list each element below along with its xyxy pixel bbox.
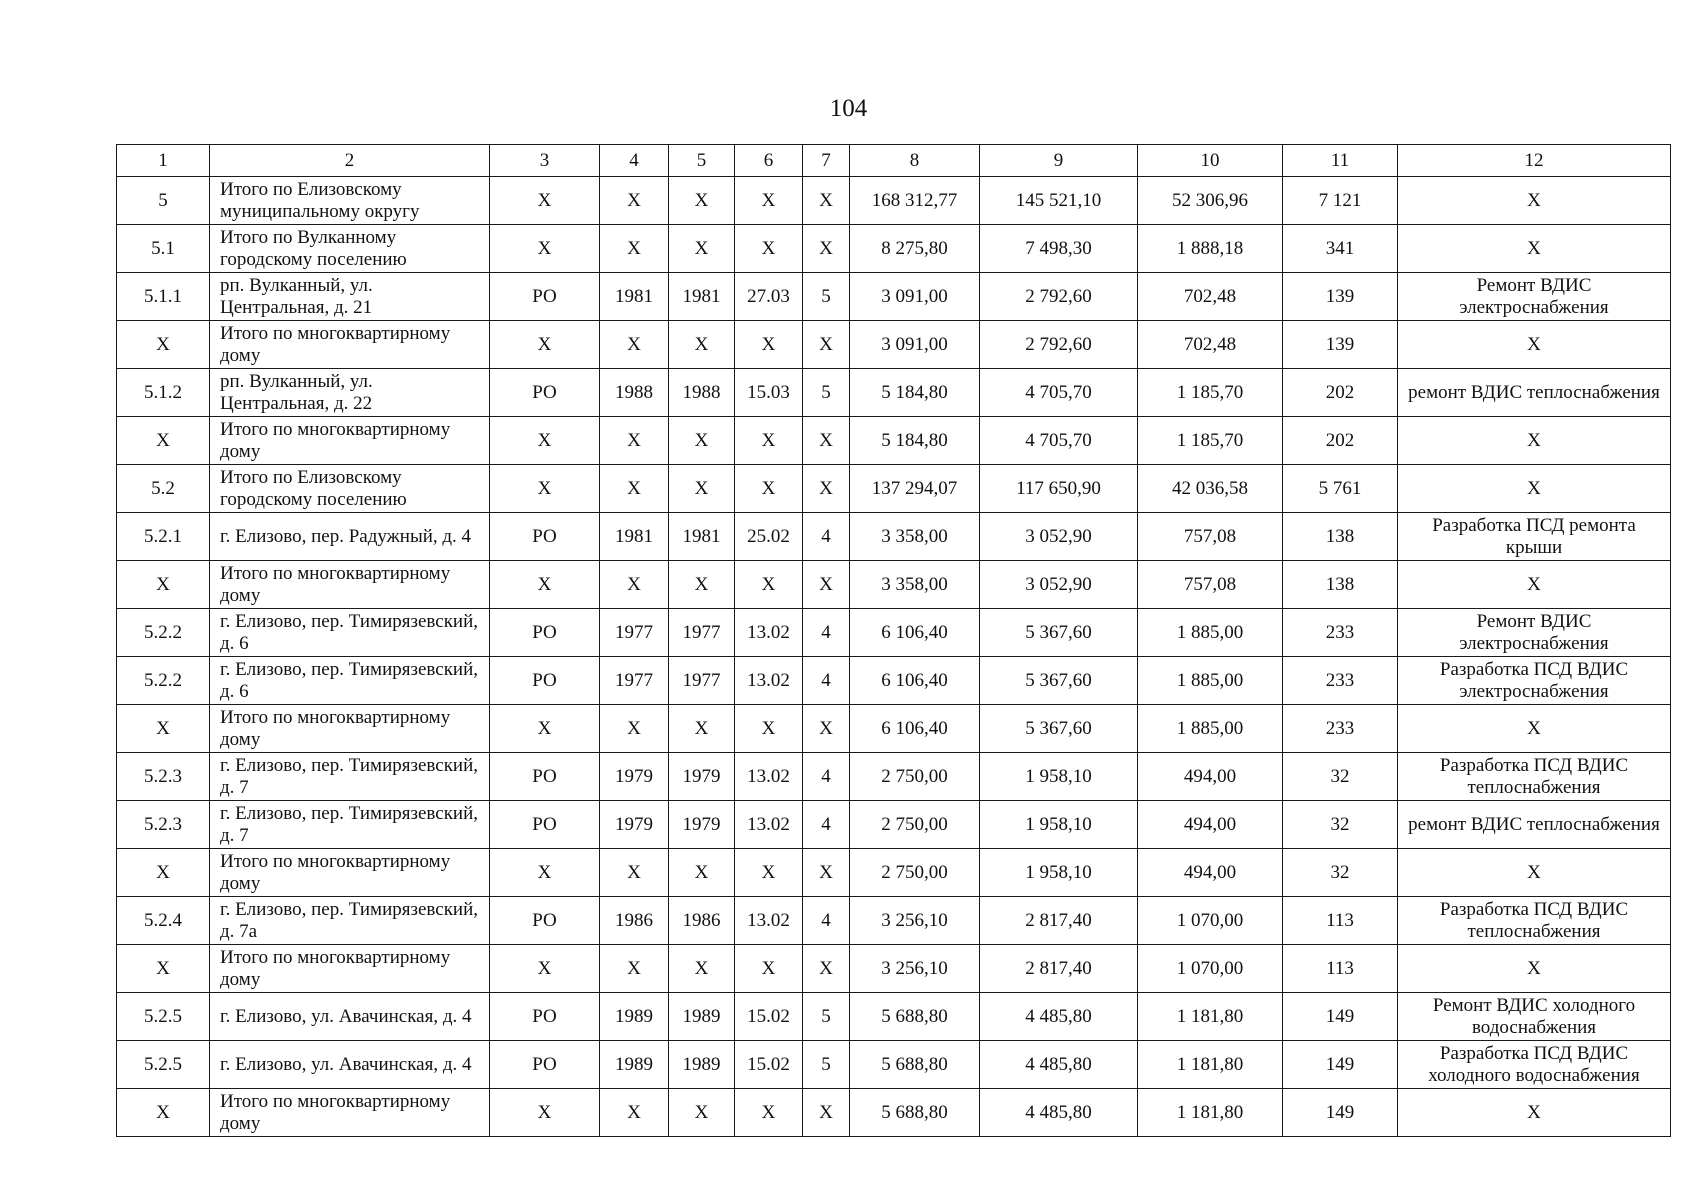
address-cell: г. Елизово, ул. Авачинская, д. 4 [210, 993, 490, 1041]
living-area-cell: 4 485,80 [980, 993, 1138, 1041]
wall-material-cell: Х [735, 417, 803, 465]
program-cell: Х [490, 945, 600, 993]
address-cell: Итого по многоквартирному дому [210, 849, 490, 897]
residents-cell: 138 [1283, 513, 1398, 561]
nonresidential-area-cell: 1 885,00 [1138, 657, 1283, 705]
build-year-cell: 1979 [600, 801, 669, 849]
total-area-cell: 8 275,80 [850, 225, 980, 273]
nonresidential-area-cell: 52 306,96 [1138, 177, 1283, 225]
commission-year-cell: Х [669, 561, 735, 609]
row-number-cell: 5.2.2 [117, 657, 210, 705]
row-number-cell: 5.2 [117, 465, 210, 513]
total-area-cell: 6 106,40 [850, 609, 980, 657]
build-year-cell: 1977 [600, 657, 669, 705]
nonresidential-area-cell: 494,00 [1138, 801, 1283, 849]
column-number-row [117, 145, 1671, 177]
total-area-cell: 5 688,80 [850, 1041, 980, 1089]
nonresidential-area-cell: 757,08 [1138, 561, 1283, 609]
row-number-cell: Х [117, 945, 210, 993]
nonresidential-area-cell: 702,48 [1138, 273, 1283, 321]
commission-year-cell: Х [669, 849, 735, 897]
commission-year-cell: Х [669, 1089, 735, 1137]
floors-cell: Х [803, 465, 850, 513]
program-cell: Х [490, 705, 600, 753]
wall-material-cell: Х [735, 561, 803, 609]
wall-material-cell: 15.02 [735, 993, 803, 1041]
row-number-cell: Х [117, 705, 210, 753]
total-area-cell: 137 294,07 [850, 465, 980, 513]
residents-cell: 32 [1283, 801, 1398, 849]
residents-cell: 7 121 [1283, 177, 1398, 225]
residents-cell: 139 [1283, 321, 1398, 369]
floors-cell: Х [803, 705, 850, 753]
table-row [117, 1041, 1671, 1089]
row-number-cell: Х [117, 561, 210, 609]
program-cell: РО [490, 993, 600, 1041]
living-area-cell: 7 498,30 [980, 225, 1138, 273]
build-year-cell: 1979 [600, 753, 669, 801]
residents-cell: 149 [1283, 993, 1398, 1041]
residents-cell: 113 [1283, 897, 1398, 945]
address-cell: Итого по Елизовскому муниципальному округу [210, 177, 490, 225]
work-type-cell: Х [1398, 945, 1671, 993]
wall-material-cell: 15.02 [735, 1041, 803, 1089]
commission-year-cell: 1981 [669, 273, 735, 321]
table-row [117, 369, 1671, 417]
commission-year-cell: Х [669, 321, 735, 369]
build-year-cell: Х [600, 705, 669, 753]
program-cell: РО [490, 1041, 600, 1089]
work-type-cell: Х [1398, 1089, 1671, 1137]
work-type-cell: Х [1398, 561, 1671, 609]
living-area-cell: 1 958,10 [980, 801, 1138, 849]
work-type-cell: Ремонт ВДИС электроснабжения [1398, 609, 1671, 657]
residents-cell: 139 [1283, 273, 1398, 321]
column-number-cell: 5 [669, 145, 735, 177]
build-year-cell: Х [600, 849, 669, 897]
wall-material-cell: Х [735, 1089, 803, 1137]
floors-cell: Х [803, 177, 850, 225]
living-area-cell: 117 650,90 [980, 465, 1138, 513]
nonresidential-area-cell: 1 181,80 [1138, 993, 1283, 1041]
address-cell: Итого по многоквартирному дому [210, 321, 490, 369]
work-type-cell: Разработка ПСД ВДИС холодного водоснабжения [1398, 1041, 1671, 1089]
address-cell: г. Елизово, пер. Радужный, д. 4 [210, 513, 490, 561]
row-number-cell: 5.2.5 [117, 1041, 210, 1089]
living-area-cell: 4 705,70 [980, 369, 1138, 417]
address-cell: рп. Вулканный, ул. Центральная, д. 22 [210, 369, 490, 417]
floors-cell: 4 [803, 657, 850, 705]
table-row [117, 657, 1671, 705]
table-row [117, 225, 1671, 273]
total-area-cell: 3 358,00 [850, 513, 980, 561]
living-area-cell: 1 958,10 [980, 753, 1138, 801]
row-number-cell: Х [117, 417, 210, 465]
total-area-cell: 3 091,00 [850, 273, 980, 321]
floors-cell: 4 [803, 513, 850, 561]
address-cell: г. Елизово, пер. Тимирязевский, д. 6 [210, 609, 490, 657]
commission-year-cell: 1989 [669, 993, 735, 1041]
work-type-cell: Х [1398, 177, 1671, 225]
row-number-cell: Х [117, 849, 210, 897]
commission-year-cell: Х [669, 225, 735, 273]
work-type-cell: Х [1398, 417, 1671, 465]
work-type-cell: Ремонт ВДИС электроснабжения [1398, 273, 1671, 321]
column-number-cell: 6 [735, 145, 803, 177]
row-number-cell: Х [117, 1089, 210, 1137]
living-area-cell: 4 485,80 [980, 1089, 1138, 1137]
living-area-cell: 2 792,60 [980, 321, 1138, 369]
total-area-cell: 3 256,10 [850, 897, 980, 945]
address-cell: рп. Вулканный, ул. Центральная, д. 21 [210, 273, 490, 321]
wall-material-cell: 13.02 [735, 897, 803, 945]
total-area-cell: 2 750,00 [850, 849, 980, 897]
address-cell: Итого по многоквартирному дому [210, 1089, 490, 1137]
column-number-cell: 8 [850, 145, 980, 177]
total-area-cell: 2 750,00 [850, 801, 980, 849]
commission-year-cell: Х [669, 177, 735, 225]
residents-cell: 138 [1283, 561, 1398, 609]
living-area-cell: 1 958,10 [980, 849, 1138, 897]
program-cell: РО [490, 609, 600, 657]
total-area-cell: 3 256,10 [850, 945, 980, 993]
commission-year-cell: 1979 [669, 801, 735, 849]
table-row [117, 465, 1671, 513]
work-type-cell: Х [1398, 849, 1671, 897]
program-cell: РО [490, 801, 600, 849]
work-type-cell: Разработка ПСД ВДИС теплоснабжения [1398, 753, 1671, 801]
nonresidential-area-cell: 1 185,70 [1138, 369, 1283, 417]
total-area-cell: 3 358,00 [850, 561, 980, 609]
wall-material-cell: Х [735, 465, 803, 513]
address-cell: г. Елизово, пер. Тимирязевский, д. 6 [210, 657, 490, 705]
column-number-cell: 11 [1283, 145, 1398, 177]
wall-material-cell: 13.02 [735, 609, 803, 657]
row-number-cell: 5.2.3 [117, 801, 210, 849]
table-row [117, 561, 1671, 609]
column-number-cell: 1 [117, 145, 210, 177]
address-cell: Итого по Елизовскому городскому поселению [210, 465, 490, 513]
nonresidential-area-cell: 1 181,80 [1138, 1089, 1283, 1137]
build-year-cell: 1977 [600, 609, 669, 657]
nonresidential-area-cell: 757,08 [1138, 513, 1283, 561]
column-number-cell: 2 [210, 145, 490, 177]
program-cell: Х [490, 561, 600, 609]
row-number-cell: 5.2.5 [117, 993, 210, 1041]
table-row [117, 513, 1671, 561]
floors-cell: 5 [803, 1041, 850, 1089]
residents-cell: 202 [1283, 417, 1398, 465]
floors-cell: 4 [803, 897, 850, 945]
table-row [117, 945, 1671, 993]
table-row [117, 177, 1671, 225]
nonresidential-area-cell: 1 070,00 [1138, 897, 1283, 945]
page-number: 104 [829, 95, 868, 122]
wall-material-cell: Х [735, 705, 803, 753]
total-area-cell: 6 106,40 [850, 657, 980, 705]
living-area-cell: 3 052,90 [980, 513, 1138, 561]
row-number-cell: 5.1.1 [117, 273, 210, 321]
nonresidential-area-cell: 702,48 [1138, 321, 1283, 369]
floors-cell: Х [803, 945, 850, 993]
floors-cell: Х [803, 561, 850, 609]
work-type-cell: Ремонт ВДИС холодного водоснабжения [1398, 993, 1671, 1041]
total-area-cell: 168 312,77 [850, 177, 980, 225]
column-number-cell: 10 [1138, 145, 1283, 177]
work-type-cell: ремонт ВДИС теплоснабжения [1398, 369, 1671, 417]
build-year-cell: Х [600, 1089, 669, 1137]
residents-cell: 233 [1283, 657, 1398, 705]
wall-material-cell: 13.02 [735, 753, 803, 801]
work-type-cell: Х [1398, 465, 1671, 513]
address-cell: г. Елизово, пер. Тимирязевский, д. 7а [210, 897, 490, 945]
nonresidential-area-cell: 1 888,18 [1138, 225, 1283, 273]
build-year-cell: 1988 [600, 369, 669, 417]
build-year-cell: Х [600, 321, 669, 369]
wall-material-cell: 13.02 [735, 657, 803, 705]
build-year-cell: 1986 [600, 897, 669, 945]
column-number-cell: 9 [980, 145, 1138, 177]
wall-material-cell: 27.03 [735, 273, 803, 321]
floors-cell: 5 [803, 273, 850, 321]
address-cell: г. Елизово, пер. Тимирязевский, д. 7 [210, 753, 490, 801]
floors-cell: 5 [803, 993, 850, 1041]
nonresidential-area-cell: 1 185,70 [1138, 417, 1283, 465]
living-area-cell: 5 367,60 [980, 657, 1138, 705]
nonresidential-area-cell: 1 181,80 [1138, 1041, 1283, 1089]
capital-repair-table [116, 144, 1671, 1137]
residents-cell: 233 [1283, 609, 1398, 657]
total-area-cell: 5 688,80 [850, 1089, 980, 1137]
table-row [117, 417, 1671, 465]
floors-cell: 4 [803, 753, 850, 801]
work-type-cell: Разработка ПСД ремонта крыши [1398, 513, 1671, 561]
commission-year-cell: 1989 [669, 1041, 735, 1089]
commission-year-cell: 1977 [669, 657, 735, 705]
commission-year-cell: Х [669, 705, 735, 753]
living-area-cell: 4 485,80 [980, 1041, 1138, 1089]
total-area-cell: 6 106,40 [850, 705, 980, 753]
residents-cell: 113 [1283, 945, 1398, 993]
residents-cell: 5 761 [1283, 465, 1398, 513]
commission-year-cell: Х [669, 945, 735, 993]
program-cell: РО [490, 897, 600, 945]
commission-year-cell: 1986 [669, 897, 735, 945]
commission-year-cell: 1988 [669, 369, 735, 417]
work-type-cell: Х [1398, 705, 1671, 753]
commission-year-cell: 1981 [669, 513, 735, 561]
row-number-cell: 5.2.3 [117, 753, 210, 801]
wall-material-cell: Х [735, 849, 803, 897]
build-year-cell: Х [600, 561, 669, 609]
wall-material-cell: 15.03 [735, 369, 803, 417]
program-cell: РО [490, 273, 600, 321]
residents-cell: 149 [1283, 1041, 1398, 1089]
commission-year-cell: 1979 [669, 753, 735, 801]
address-cell: г. Елизово, пер. Тимирязевский, д. 7 [210, 801, 490, 849]
table-row [117, 273, 1671, 321]
column-number-cell: 3 [490, 145, 600, 177]
row-number-cell: 5.2.2 [117, 609, 210, 657]
table-row [117, 321, 1671, 369]
total-area-cell: 3 091,00 [850, 321, 980, 369]
program-cell: Х [490, 1089, 600, 1137]
residents-cell: 202 [1283, 369, 1398, 417]
address-cell: Итого по многоквартирному дому [210, 561, 490, 609]
residents-cell: 233 [1283, 705, 1398, 753]
wall-material-cell: Х [735, 321, 803, 369]
commission-year-cell: Х [669, 465, 735, 513]
living-area-cell: 145 521,10 [980, 177, 1138, 225]
floors-cell: Х [803, 321, 850, 369]
total-area-cell: 5 184,80 [850, 417, 980, 465]
floors-cell: Х [803, 1089, 850, 1137]
build-year-cell: Х [600, 945, 669, 993]
living-area-cell: 5 367,60 [980, 609, 1138, 657]
living-area-cell: 2 817,40 [980, 945, 1138, 993]
program-cell: Х [490, 177, 600, 225]
floors-cell: Х [803, 225, 850, 273]
address-cell: Итого по Вулканному городскому поселению [210, 225, 490, 273]
commission-year-cell: Х [669, 417, 735, 465]
floors-cell: 4 [803, 801, 850, 849]
living-area-cell: 4 705,70 [980, 417, 1138, 465]
work-type-cell: Разработка ПСД ВДИС электроснабжения [1398, 657, 1671, 705]
commission-year-cell: 1977 [669, 609, 735, 657]
wall-material-cell: 13.02 [735, 801, 803, 849]
column-number-cell: 12 [1398, 145, 1671, 177]
nonresidential-area-cell: 1 070,00 [1138, 945, 1283, 993]
work-type-cell: Разработка ПСД ВДИС теплоснабжения [1398, 897, 1671, 945]
table-row [117, 849, 1671, 897]
build-year-cell: 1981 [600, 513, 669, 561]
residents-cell: 32 [1283, 753, 1398, 801]
living-area-cell: 3 052,90 [980, 561, 1138, 609]
row-number-cell: Х [117, 321, 210, 369]
living-area-cell: 2 817,40 [980, 897, 1138, 945]
build-year-cell: Х [600, 225, 669, 273]
table-row [117, 1089, 1671, 1137]
living-area-cell: 5 367,60 [980, 705, 1138, 753]
program-cell: Х [490, 465, 600, 513]
total-area-cell: 5 184,80 [850, 369, 980, 417]
table-row [117, 993, 1671, 1041]
program-cell: РО [490, 753, 600, 801]
program-cell: РО [490, 513, 600, 561]
nonresidential-area-cell: 1 885,00 [1138, 705, 1283, 753]
residents-cell: 32 [1283, 849, 1398, 897]
living-area-cell: 2 792,60 [980, 273, 1138, 321]
build-year-cell: 1989 [600, 1041, 669, 1089]
wall-material-cell: Х [735, 945, 803, 993]
row-number-cell: 5.1.2 [117, 369, 210, 417]
table-row [117, 609, 1671, 657]
table-row [117, 801, 1671, 849]
row-number-cell: 5.1 [117, 225, 210, 273]
floors-cell: 5 [803, 369, 850, 417]
floors-cell: Х [803, 417, 850, 465]
program-cell: РО [490, 657, 600, 705]
table-row [117, 705, 1671, 753]
nonresidential-area-cell: 494,00 [1138, 753, 1283, 801]
program-cell: Х [490, 225, 600, 273]
work-type-cell: Х [1398, 321, 1671, 369]
address-cell: Итого по многоквартирному дому [210, 417, 490, 465]
address-cell: Итого по многоквартирному дому [210, 945, 490, 993]
row-number-cell: 5 [117, 177, 210, 225]
row-number-cell: 5.2.1 [117, 513, 210, 561]
address-cell: г. Елизово, ул. Авачинская, д. 4 [210, 1041, 490, 1089]
row-number-cell: 5.2.4 [117, 897, 210, 945]
build-year-cell: 1989 [600, 993, 669, 1041]
build-year-cell: Х [600, 417, 669, 465]
floors-cell: 4 [803, 609, 850, 657]
wall-material-cell: 25.02 [735, 513, 803, 561]
nonresidential-area-cell: 1 885,00 [1138, 609, 1283, 657]
wall-material-cell: Х [735, 225, 803, 273]
program-cell: РО [490, 369, 600, 417]
table-row [117, 897, 1671, 945]
total-area-cell: 2 750,00 [850, 753, 980, 801]
build-year-cell: 1981 [600, 273, 669, 321]
work-type-cell: Х [1398, 225, 1671, 273]
nonresidential-area-cell: 494,00 [1138, 849, 1283, 897]
total-area-cell: 5 688,80 [850, 993, 980, 1041]
wall-material-cell: Х [735, 177, 803, 225]
program-cell: Х [490, 321, 600, 369]
program-cell: Х [490, 417, 600, 465]
build-year-cell: Х [600, 177, 669, 225]
address-cell: Итого по многоквартирному дому [210, 705, 490, 753]
residents-cell: 341 [1283, 225, 1398, 273]
column-number-cell: 4 [600, 145, 669, 177]
table-row [117, 753, 1671, 801]
column-number-cell: 7 [803, 145, 850, 177]
build-year-cell: Х [600, 465, 669, 513]
program-cell: Х [490, 849, 600, 897]
residents-cell: 149 [1283, 1089, 1398, 1137]
nonresidential-area-cell: 42 036,58 [1138, 465, 1283, 513]
work-type-cell: ремонт ВДИС теплоснабжения [1398, 801, 1671, 849]
floors-cell: Х [803, 849, 850, 897]
